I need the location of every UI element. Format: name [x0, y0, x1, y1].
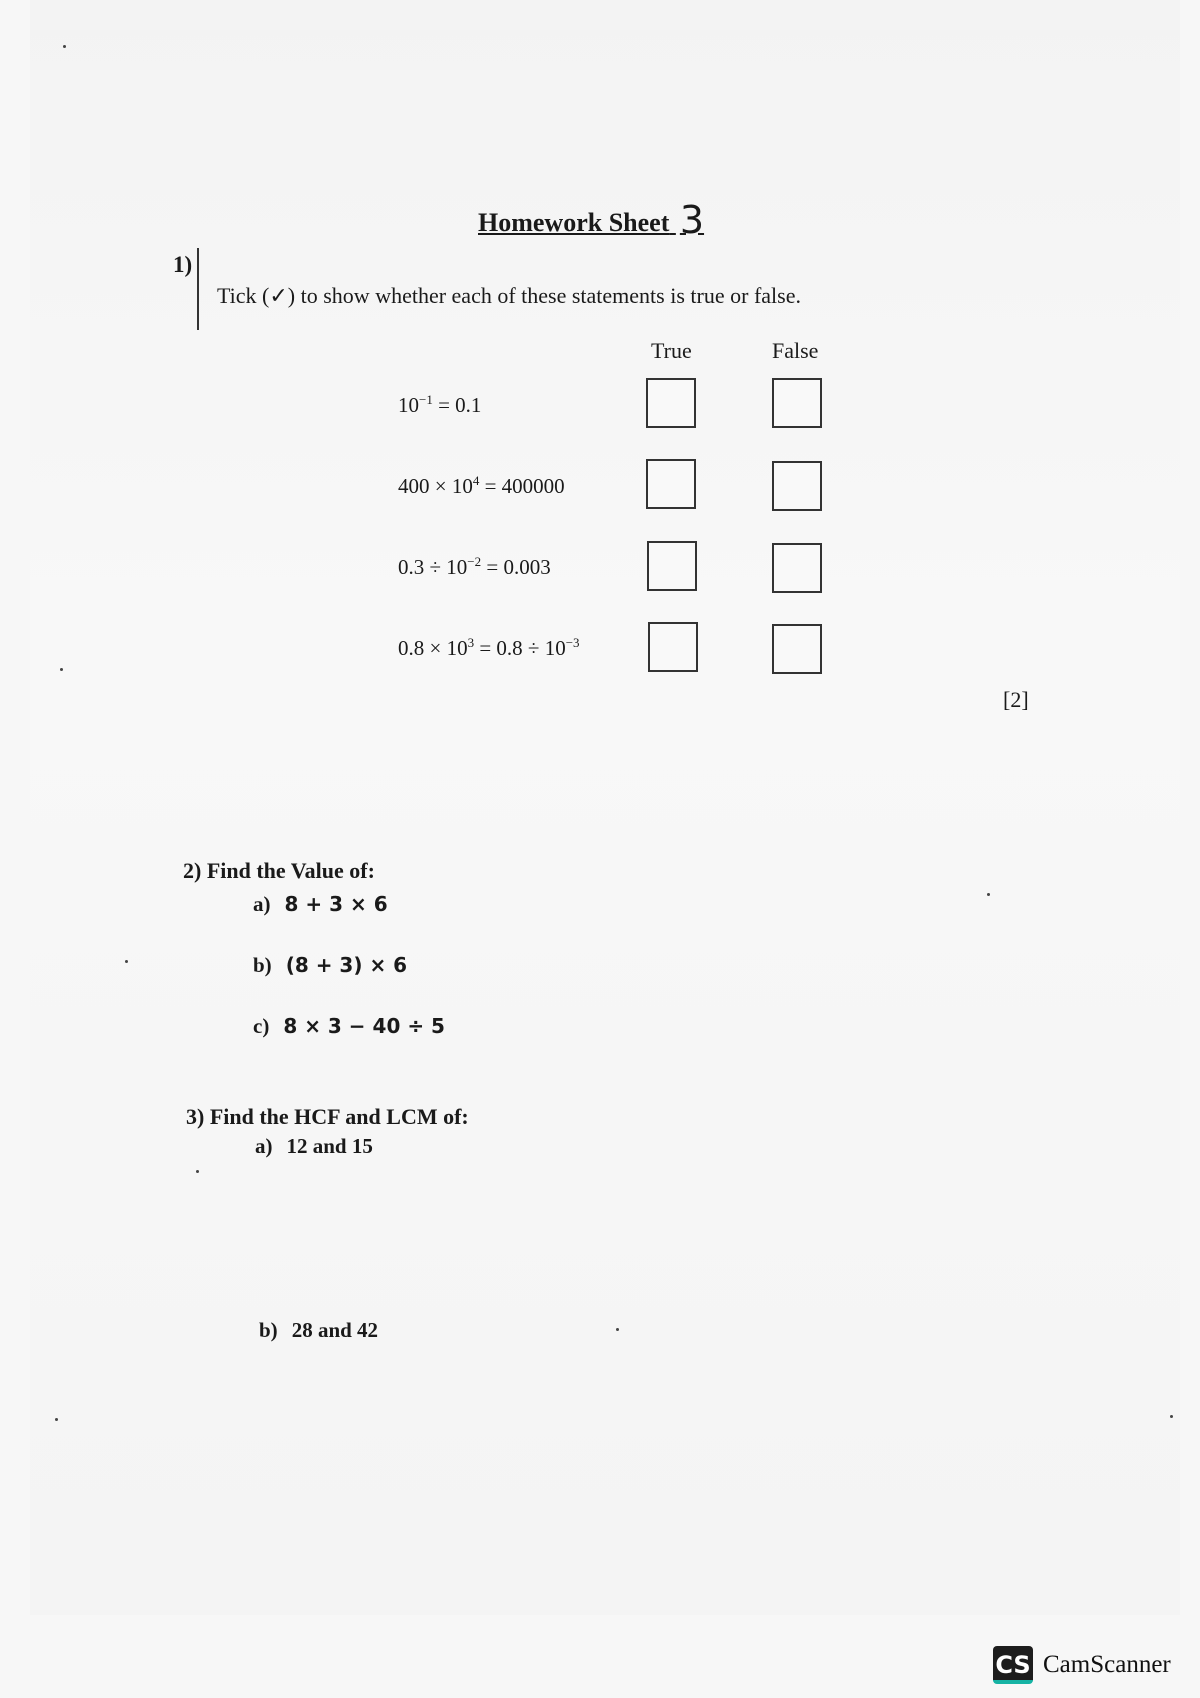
scan-speck [60, 668, 63, 671]
statement-3-true-checkbox[interactable] [647, 541, 697, 591]
statement-4-true-checkbox[interactable] [648, 622, 698, 672]
statement-3-false-checkbox[interactable] [772, 543, 822, 593]
question-2c: c) 8 × 3 − 40 ÷ 5 [253, 1014, 445, 1038]
statement-1-true-checkbox[interactable] [646, 378, 696, 428]
question-1-instruction: Tick (✓) to show whether each of these statements is true or false. [217, 283, 801, 308]
camscanner-logo: CS [993, 1646, 1033, 1684]
statement-1-false-checkbox[interactable] [772, 378, 822, 428]
scan-speck [196, 1170, 199, 1173]
question-1-margin-line [197, 248, 199, 330]
question-2-heading: 2) Find the Value of: [183, 858, 375, 883]
column-header-false: False [772, 338, 819, 363]
scan-speck [987, 893, 990, 896]
statement-2: $400 \times 10^4 = 400000$ [398, 473, 565, 498]
question-3-heading: 3) Find the HCF and LCM of: [186, 1104, 469, 1129]
camscanner-text: CamScanner [1043, 1651, 1171, 1678]
question-3b: b) 28 and 42 [259, 1318, 379, 1342]
title-number: 3 [679, 198, 705, 242]
question-3a: a) 12 and 15 [255, 1134, 373, 1158]
question-1-number: 1) [173, 252, 193, 277]
question-2b: b) (8 + 3) × 6 [253, 953, 408, 977]
statement-2-false-checkbox[interactable] [772, 461, 822, 511]
scan-speck [1170, 1415, 1173, 1418]
scan-speck [63, 45, 66, 48]
statement-2-true-checkbox[interactable] [646, 459, 696, 509]
column-header-true: True [651, 338, 692, 363]
statement-1: $10^{-1} = 0.1$ [398, 392, 482, 417]
statement-4-false-checkbox[interactable] [772, 624, 822, 674]
statement-4: $0.8 \times 10^3 = 0.8 \div 10^{-3}$ [398, 635, 580, 660]
scan-speck [55, 1418, 58, 1421]
statement-3: $0.3 \div 10^{-2} = 0.003$ [398, 554, 551, 579]
page-title [478, 196, 704, 240]
question-1-marks: [2] [1003, 687, 1029, 712]
scan-speck [125, 960, 128, 963]
worksheet-page [30, 0, 1180, 1615]
question-2a: a) 8 + 3 × 6 [253, 892, 388, 916]
title-text: Homework Sheet [478, 208, 670, 237]
scan-speck [616, 1328, 619, 1331]
